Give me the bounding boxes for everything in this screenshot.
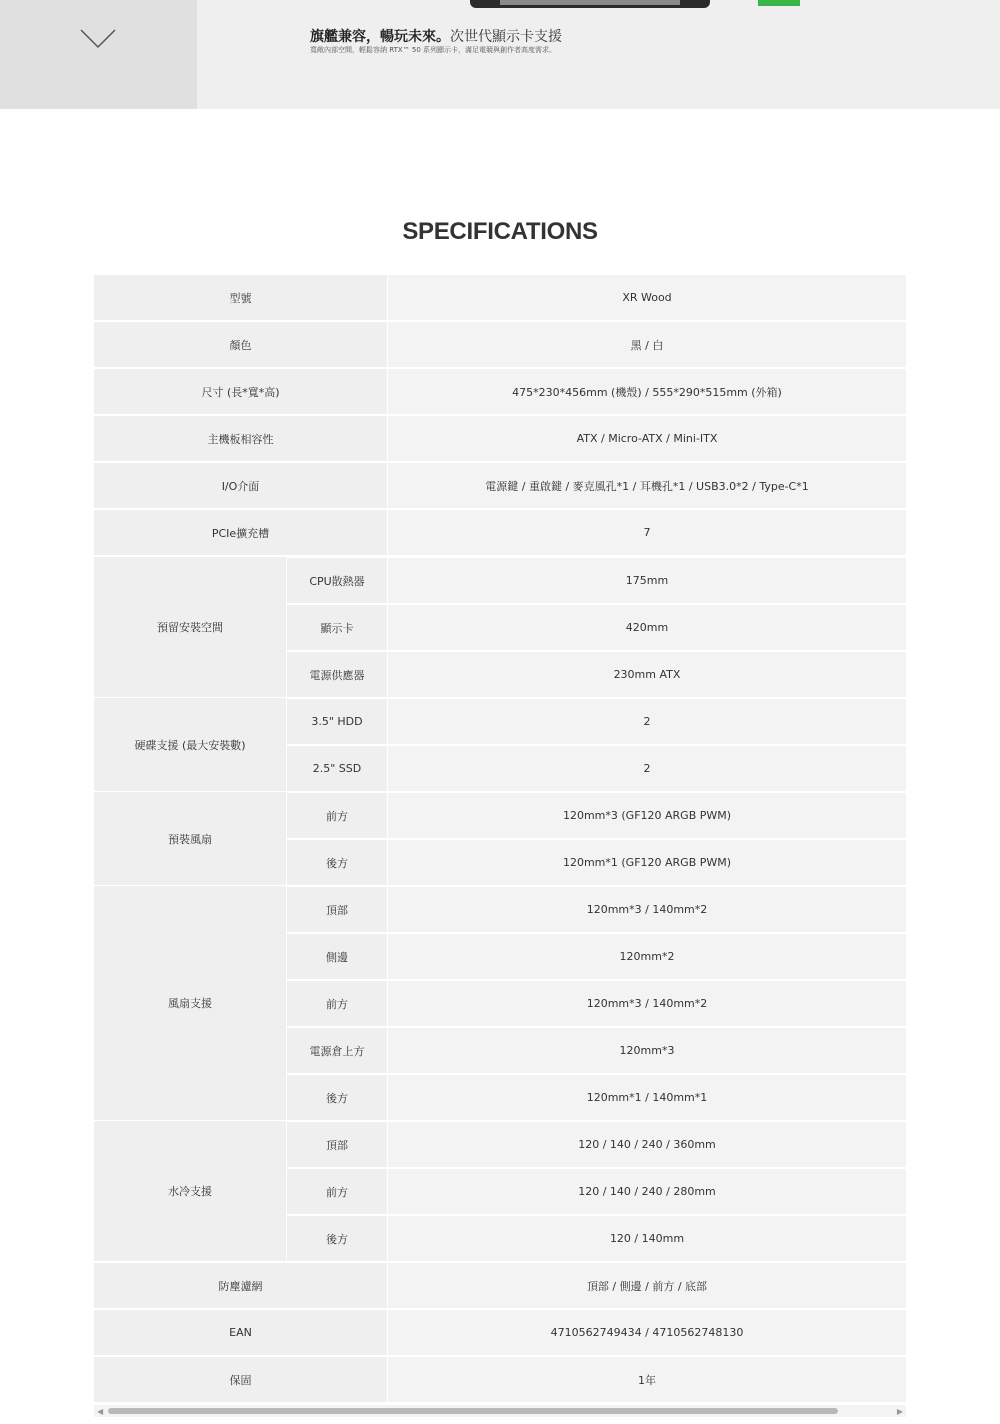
product-badge	[758, 0, 800, 6]
chevron-down-icon[interactable]	[80, 26, 116, 50]
sub-label: 側邊	[287, 933, 387, 979]
sub-value: 2	[388, 698, 906, 744]
hero-banner	[0, 0, 1000, 109]
sub-label: 電源供應器	[287, 651, 387, 697]
row-value: XR Wood	[388, 275, 906, 320]
table-row	[94, 509, 906, 555]
sub-value: 120mm*1 / 140mm*1	[388, 1074, 906, 1120]
sub-value: 230mm ATX	[388, 651, 906, 697]
sub-label: 2.5" SSD	[287, 745, 387, 791]
table-row	[94, 415, 906, 461]
group-label-liquid: 水冷支援	[94, 1121, 286, 1261]
sub-value: 120mm*3	[388, 1027, 906, 1073]
sub-value: 120 / 140 / 240 / 280mm	[388, 1168, 906, 1214]
sub-value: 175mm	[388, 557, 906, 603]
sub-label: 3.5" HDD	[287, 698, 387, 744]
scroll-right-icon[interactable]: ▶	[896, 1407, 903, 1416]
row-value: 7	[388, 510, 906, 555]
sub-value: 120mm*3 / 140mm*2	[388, 886, 906, 932]
sub-value: 2	[388, 745, 906, 791]
sub-value: 120 / 140mm	[388, 1215, 906, 1261]
row-value: 475*230*456mm (機殼) / 555*290*515mm (外箱)	[388, 369, 906, 414]
sub-label: 後方	[287, 1215, 387, 1261]
table-row	[94, 368, 906, 414]
banner-subline: 寬敞內部空間，輕鬆容納 RTX™ 50 系列顯示卡，滿足電競與創作者高度需求。	[310, 46, 557, 54]
group-label-prefans: 預裝風扇	[94, 792, 286, 885]
row-label: PCIe擴充槽	[94, 510, 387, 555]
table-row	[94, 1356, 906, 1402]
sub-value: 120mm*1 (GF120 ARGB PWM)	[388, 839, 906, 885]
row-label: 保固	[94, 1357, 387, 1402]
group-label-drives: 硬碟支援 (最大安裝數)	[94, 698, 286, 791]
row-label: 主機板相容性	[94, 416, 387, 461]
scroll-left-icon[interactable]: ◀	[97, 1407, 104, 1416]
product-image-highlight	[500, 0, 680, 5]
table-row	[94, 1262, 906, 1308]
sub-label: 後方	[287, 1074, 387, 1120]
row-value: 1年	[388, 1357, 906, 1402]
sub-label: 前方	[287, 792, 387, 838]
sub-label: 後方	[287, 839, 387, 885]
sub-value: 120mm*3 (GF120 ARGB PWM)	[388, 792, 906, 838]
sub-label: 顯示卡	[287, 604, 387, 650]
banner-headline	[310, 26, 562, 46]
sub-label: 電源倉上方	[287, 1027, 387, 1073]
row-label: I/O介面	[94, 463, 387, 508]
spec-title: SPECIFICATIONS	[402, 218, 598, 245]
row-value: ATX / Micro-ATX / Mini-ITX	[388, 416, 906, 461]
group-label-fans: 風扇支援	[94, 886, 286, 1120]
sub-label: 前方	[287, 1168, 387, 1214]
sub-label: CPU散熱器	[287, 557, 387, 603]
row-label: 顏色	[94, 322, 387, 367]
horizontal-scrollbar[interactable]	[94, 1405, 906, 1417]
table-row	[94, 321, 906, 367]
sub-value: 120mm*2	[388, 933, 906, 979]
sub-label: 頂部	[287, 886, 387, 932]
banner-headline-bold: 旗艦兼容，暢玩未來。	[310, 29, 450, 45]
banner-left-panel	[0, 0, 197, 109]
row-value: 黑 / 白	[388, 322, 906, 367]
table-row	[94, 274, 906, 320]
banner-headline-rest: 次世代顯示卡支援	[450, 29, 562, 45]
table-row	[94, 462, 906, 508]
row-value: 電源鍵 / 重啟鍵 / 麥克風孔*1 / 耳機孔*1 / USB3.0*2 / Type-C*1	[388, 463, 906, 508]
row-value: 頂部 / 側邊 / 前方 / 底部	[388, 1263, 906, 1308]
row-label: 尺寸 (長*寬*高)	[94, 369, 387, 414]
sub-label: 頂部	[287, 1121, 387, 1167]
sub-value: 120mm*3 / 140mm*2	[388, 980, 906, 1026]
scroll-thumb[interactable]	[108, 1408, 838, 1414]
table-row	[94, 1309, 906, 1355]
sub-label: 前方	[287, 980, 387, 1026]
sub-value: 120 / 140 / 240 / 360mm	[388, 1121, 906, 1167]
sub-value: 420mm	[388, 604, 906, 650]
row-label: 防塵濾網	[94, 1263, 387, 1308]
row-label: 型號	[94, 275, 387, 320]
group-label-clearance: 預留安裝空間	[94, 557, 286, 697]
row-label: EAN	[94, 1310, 387, 1355]
row-value: 4710562749434 / 4710562748130	[388, 1310, 906, 1355]
